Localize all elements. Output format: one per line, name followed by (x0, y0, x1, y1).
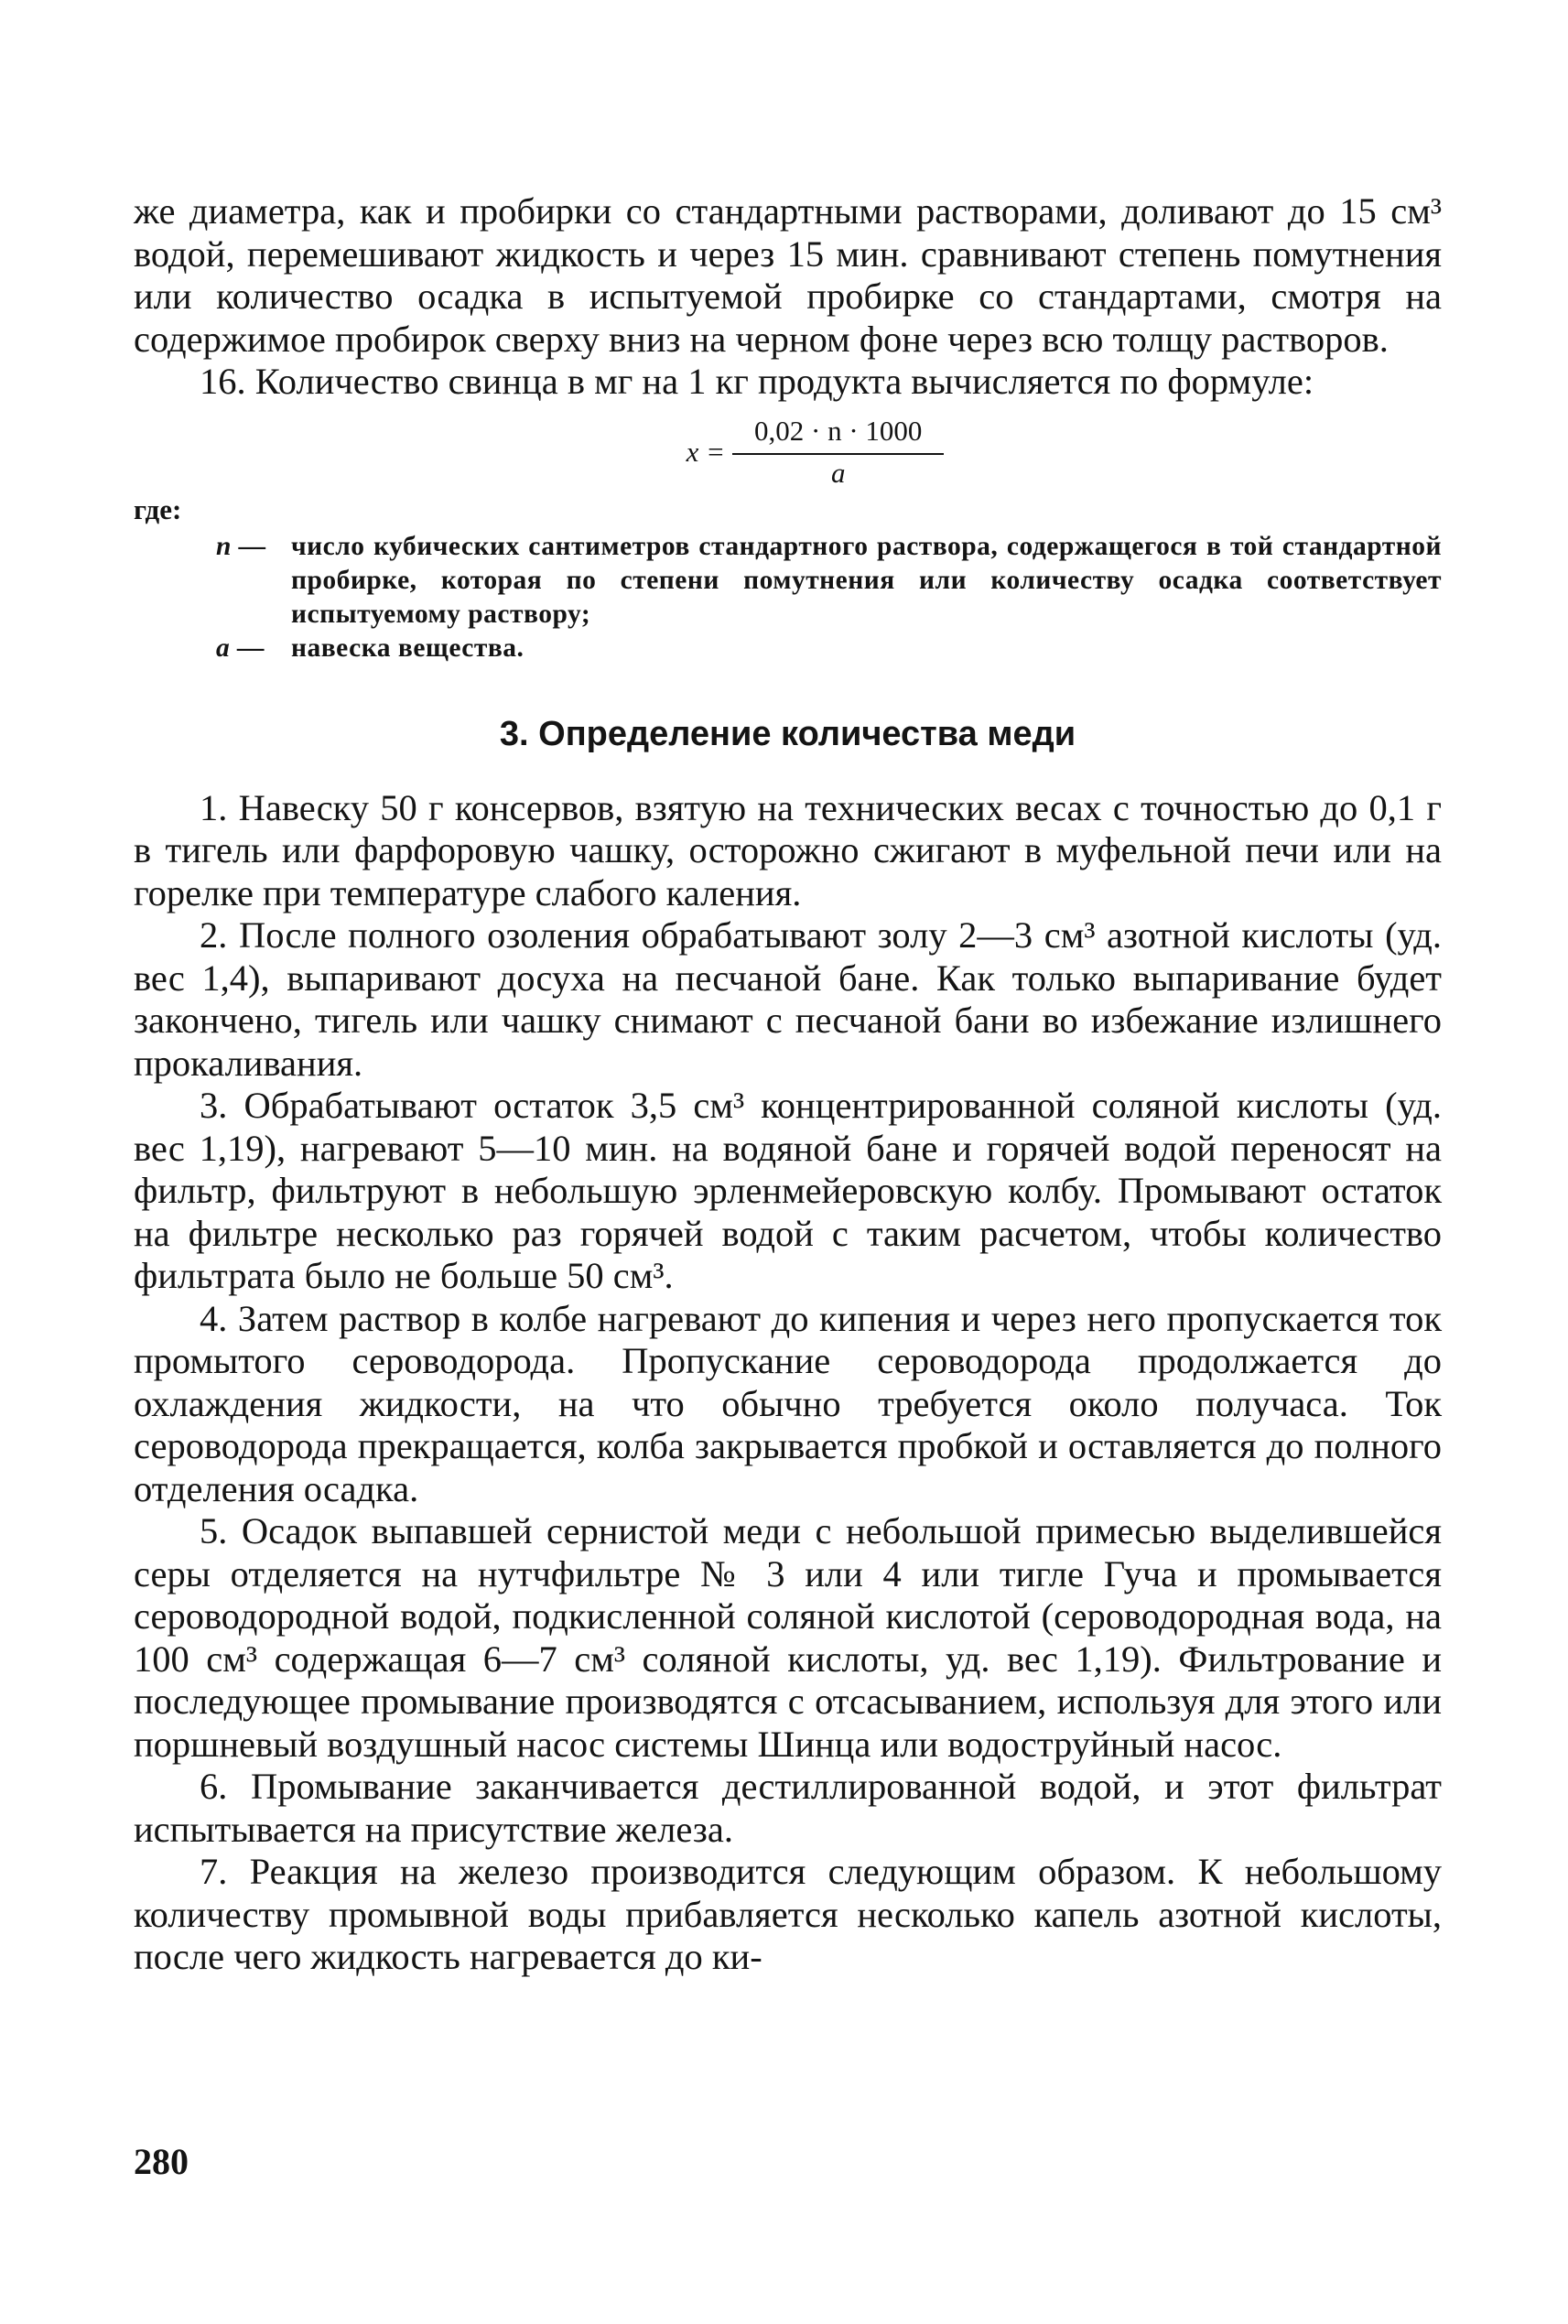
lead-formula (134, 415, 1442, 490)
intro-paragraph: же диаметра, как и пробирки со стандартными растворами, доливают до 15 см³ водой, перемешивают жидкость и через 15 мин. сравнивают степень помутнения или количество осадка в испытуемой пробирке со стандартами, смотря на содержимое пробирок сверху вниз на черном фоне через всю толщу растворов. (134, 190, 1442, 360)
paragraph-item-16: 16. Количество свинца в мг на 1 кг продукта вычисляется по формуле: (200, 361, 1314, 402)
formula-lhs: x = (686, 435, 726, 468)
paragraph-item-1: 1. Навеску 50 г консервов, взятую на технических весах с точностью до 0,1 г в тигель или фарфоровую чашку, осторожно сжигают в муфельной печи или на горелке при температуре слабого каления. (134, 786, 1442, 913)
definitions-list (134, 530, 1442, 665)
formula-numerator: 0,02 · n · 1000 (732, 415, 944, 455)
definition-symbol: a — (216, 632, 265, 663)
page-number: 280 (134, 2141, 189, 2182)
definition-n (216, 530, 1442, 632)
formula-fraction (732, 415, 944, 490)
section-heading: 3. Определение количества меди (499, 714, 1076, 753)
definition-a (216, 632, 1442, 665)
definition-symbol: n — (216, 531, 266, 561)
paragraph-item-3: 3. Обрабатывают остаток 3,5 см³ концентрированной соляной кислоты (уд. вес 1,19), нагревают 5—10 мин. на водяной бане и горячей водой переносят на фильтр, фильтруют в небольшую эрленмейеровскую колбу. Промывают остаток на фильтре несколько раз горячей водой с таким расчетом, чтобы количество фильтрата было не больше 50 см³. (134, 1085, 1442, 1296)
paragraph-item-6: 6. Промывание заканчивается дестиллированной водой, и этот фильтрат испытывается на присутствие железа. (134, 1766, 1442, 1850)
definition-text: число кубических сантиметров стандартного раствора, содержащегося в той стандартной пробирке, которая по степени помутнения или количеству осадка соответствует испытуемому раствору; (291, 531, 1442, 629)
paragraph-item-4: 4. Затем раствор в колбе нагревают до кипения и через него пропускается ток промытого сероводорода. Пропускание сероводорода продолжается до охлаждения жидкости, на что обычно требуется около получаса. Ток сероводорода прекращается, колба закрывается пробкой и оставляется до полного отделения осадка. (134, 1297, 1442, 1509)
paragraph-item-5: 5. Осадок выпавшей сернистой меди с небольшой примесью выделившейся серы отделяется на нутчфильтре № 3 или 4 или тигле Гуча и промывается сероводородной водой, подкисленной соляной кислотой (сероводородная вода, на 100 см³ содержащая 6—7 см³ соляной кислоты, уд. вес 1,19). Фильтрование и последующее промывание производятся с отсасыванием, используя для этого или поршневый воздушный насос системы Шинца или водоструйный насос. (134, 1510, 1442, 1765)
paragraph-item-7: 7. Реакция на железо производится следующим образом. К небольшому количеству промывной воды прибавляется несколько капель азотной кислоты, после чего жидкость нагревается до ки- (134, 1851, 1442, 1977)
where-label: где: (134, 492, 182, 525)
paragraph-item-2: 2. После полного озоления обрабатывают золу 2—3 см³ азотной кислоты (уд. вес 1,4), выпаривают досуха на песчаной бане. Как только выпаривание будет закончено, тигель или чашку снимают с песчаной бани во избежание излишнего прокаливания. (134, 914, 1442, 1084)
definition-text: навеска вещества. (291, 632, 524, 663)
formula-denominator: a (830, 456, 846, 489)
